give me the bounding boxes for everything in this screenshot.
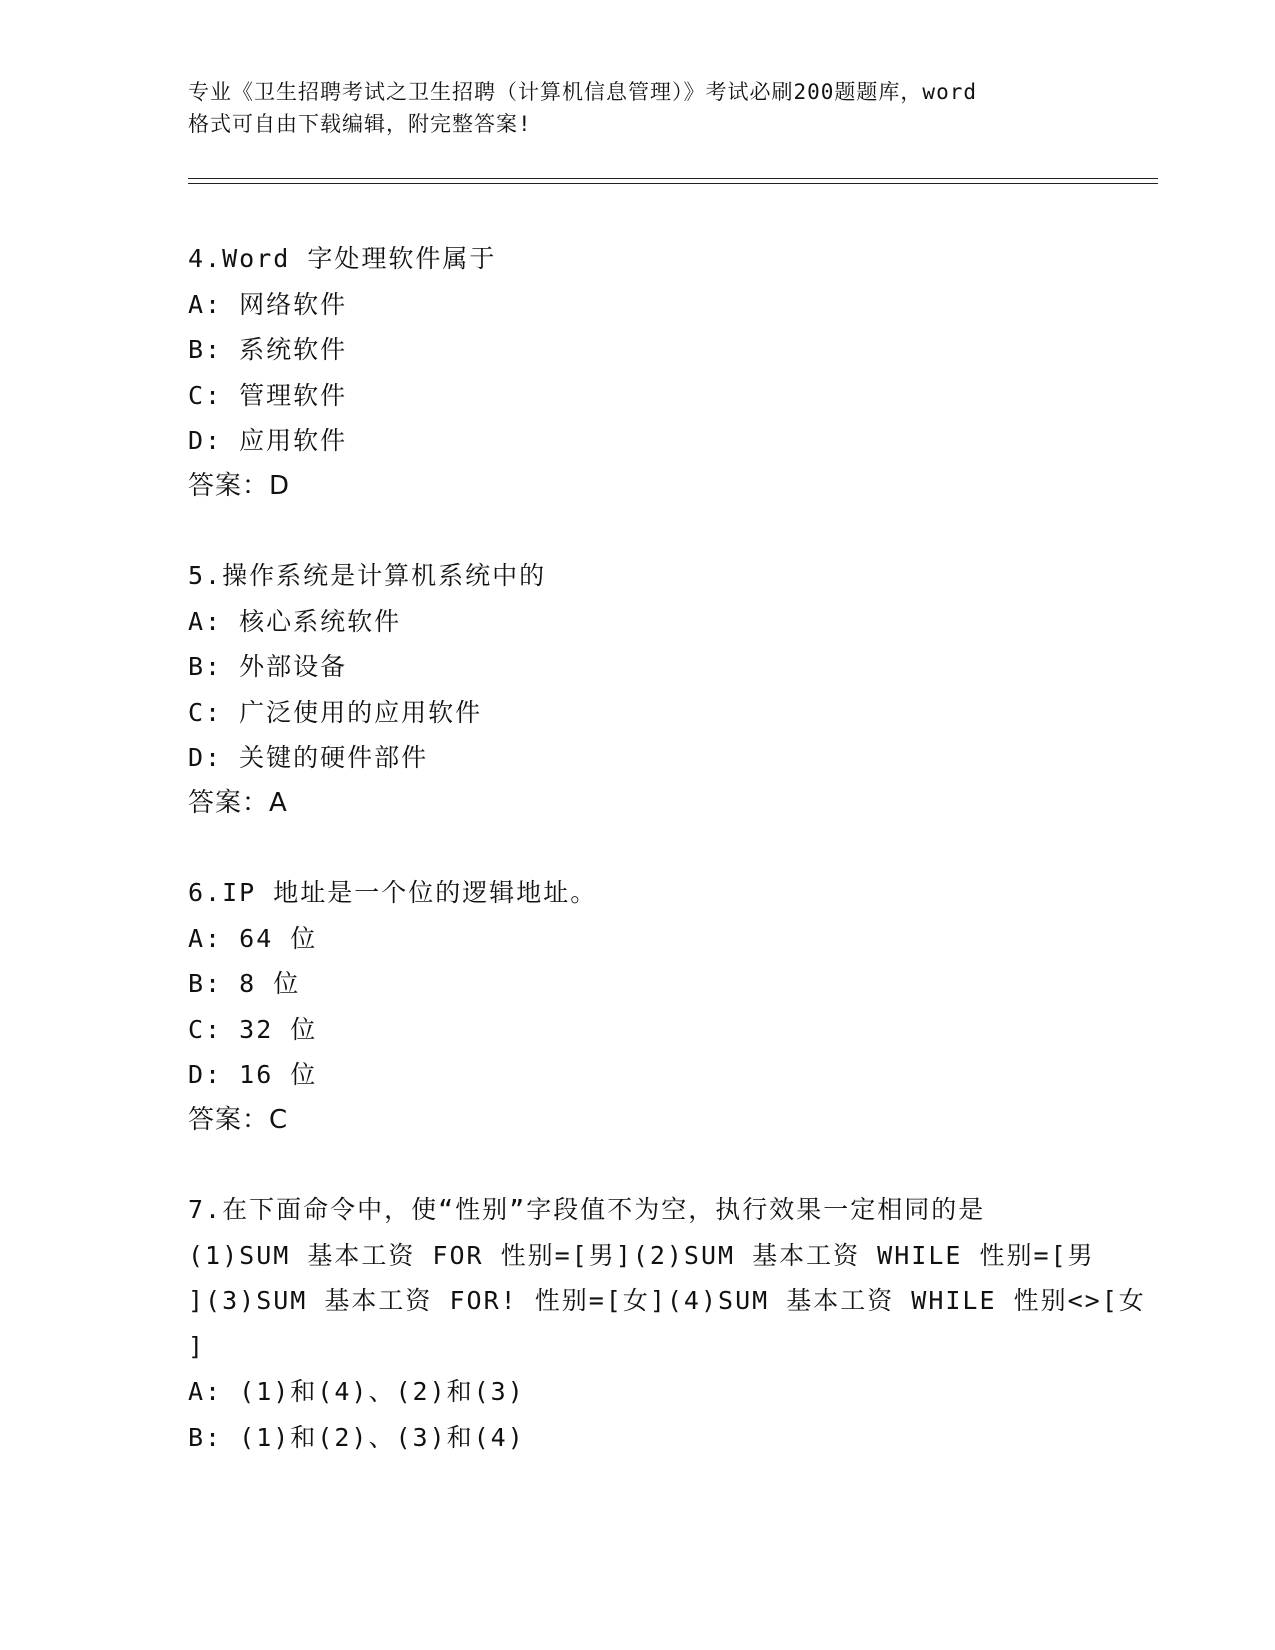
option-c: C: 32 位	[188, 1014, 318, 1044]
question-text-line-2: (1)SUM 基本工资 FOR 性别=[男](2)SUM 基本工资 WHILE 性别=[男	[188, 1240, 1095, 1270]
option-b: B: 系统软件	[188, 335, 348, 364]
document-header	[188, 76, 1088, 140]
question-text-line-4: ]	[188, 1331, 206, 1361]
question-6	[188, 870, 1088, 1143]
option-d: D: 关键的硬件部件	[188, 743, 429, 772]
option-d: D: 16 位	[188, 1060, 318, 1089]
question-text: 5.操作系统是计算机系统中的	[188, 561, 547, 590]
option-a: A: (1)和(4)、(2)和(3)	[188, 1377, 525, 1406]
option-b: B: (1)和(2)、(3)和(4)	[188, 1422, 525, 1452]
question-5	[188, 553, 1088, 826]
option-a: A: 64 位	[188, 923, 318, 953]
question-4	[188, 236, 1088, 509]
question-text-line-3: ](3)SUM 基本工资 FOR! 性别=[女](4)SUM 基本工资 WHILE 性别<>[女	[188, 1286, 1146, 1315]
option-b: B: 8 位	[188, 969, 301, 998]
question-text: 4.Word 字处理软件属于	[188, 244, 497, 273]
option-a: A: 网络软件	[188, 289, 348, 319]
question-text-line-1: 7.在下面命令中，使“性别”字段值不为空，执行效果一定相同的是	[188, 1195, 986, 1224]
header-rule-top	[188, 178, 1158, 179]
answer: 答案：A	[188, 787, 288, 818]
option-c: C: 管理软件	[188, 380, 348, 410]
option-b: B: 外部设备	[188, 652, 348, 681]
question-text: 6.IP 地址是一个位的逻辑地址。	[188, 878, 598, 907]
header-line-1: 专业《卫生招聘考试之卫生招聘（计算机信息管理）》考试必刷200题题库，word	[188, 80, 977, 104]
question-list	[188, 236, 1146, 1504]
question-7	[188, 1187, 1146, 1460]
header-rule-bottom	[188, 183, 1158, 184]
answer: 答案：C	[188, 1104, 289, 1135]
header-line-2: 格式可自由下载编辑，附完整答案!	[188, 112, 532, 136]
option-a: A: 核心系统软件	[188, 606, 402, 636]
option-d: D: 应用软件	[188, 426, 348, 455]
answer: 答案：D	[188, 470, 291, 501]
option-c: C: 广泛使用的应用软件	[188, 697, 483, 727]
